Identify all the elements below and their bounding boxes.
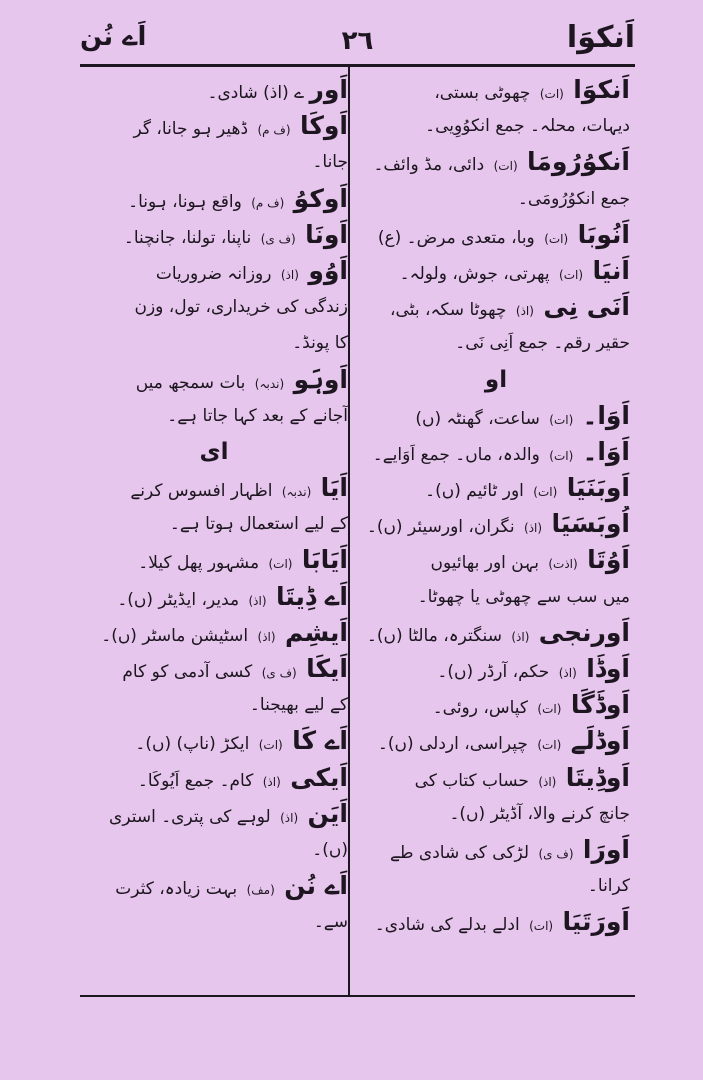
definition-text: نگران، اورسیئر (ں)۔ (366, 517, 515, 538)
definition-text: پھرتی، جوش، ولولہ۔ (399, 263, 550, 284)
headword: اَیَابَا (301, 545, 348, 575)
section-heading: ای (199, 438, 229, 465)
definition-text: اسٹیشن ماسٹر (ں)۔ (101, 625, 249, 646)
entry-continuation (80, 904, 348, 940)
dictionary-entry (362, 470, 630, 506)
grammar-tag: (ات) (258, 738, 283, 753)
grammar-tag: (ات) (529, 919, 554, 934)
definition-text: حکم، آرڈر (ں)۔ (437, 662, 550, 682)
definition-text: لڑکی کی شادی طے (390, 842, 530, 863)
dictionary-entry (80, 542, 348, 578)
headword: اَنکوُرُومَا (527, 147, 630, 177)
definition-text: دیہات، محلہ۔ جمع انکوُوِیی۔ (425, 116, 630, 137)
header-first-word: اَنکوَا (566, 20, 635, 55)
dictionary-entry (362, 723, 630, 759)
definition-text: اظہار افسوس کرنے (130, 481, 273, 502)
definition-text: بات سمجھ میں (135, 372, 246, 393)
grammar-tag: (اذ) (262, 774, 281, 789)
headword: اَوڈِیتَا (565, 762, 630, 792)
definition-text: کے لیے استعمال ہوتا ہے۔ (169, 514, 348, 535)
dictionary-entry (362, 760, 630, 796)
entry-continuation (362, 579, 630, 615)
definition-text: چپراسی، اردلی (ں)۔ (377, 734, 528, 755)
footer-rule (80, 995, 635, 997)
definition-text: ڈھیر ہو جانا، گر (133, 119, 249, 140)
entry-continuation (80, 289, 348, 325)
dictionary-entry (80, 579, 348, 615)
grammar-tag: (اذ) (538, 774, 557, 789)
dictionary-entry (362, 687, 630, 723)
headword: اَوڈَا (586, 654, 630, 683)
grammar-tag: (ندبہ) (254, 376, 285, 391)
grammar-tag: (ات) (559, 267, 584, 282)
grammar-tag: (ف ی) (260, 231, 296, 246)
definition-text: بہت زیادہ، کثرت (115, 879, 238, 900)
dictionary-entry (80, 796, 348, 832)
definition-text: کام۔ جمع اَیُوکَا۔ (137, 770, 254, 791)
headword: اَنُوبَا (577, 219, 630, 249)
dictionary-entry (80, 181, 348, 217)
section-heading: او (484, 366, 508, 393)
entry-continuation (362, 868, 630, 904)
grammar-tag: (ف م) (251, 195, 285, 210)
definition-text: ایکڑ (ناپ) (ں)۔ (135, 734, 250, 755)
dictionary-entry (362, 904, 630, 940)
definition-text: میں سب سے چھوٹی یا چھوٹا۔ (417, 586, 630, 607)
page-header (80, 18, 635, 64)
dictionary-entry (80, 108, 348, 144)
headword: اَور (309, 75, 348, 104)
headword: اَیکی (290, 762, 348, 792)
definition-text: ے (اذ) شادی۔ (207, 83, 305, 103)
entry-continuation (362, 108, 630, 144)
dictionary-entry (362, 289, 630, 325)
definition-text: کرانا۔ (587, 876, 630, 897)
headword: اَوبَنَیَا (566, 473, 630, 503)
definition-text: ناپنا، تولنا، جانچنا۔ (123, 227, 252, 248)
dictionary-entry (80, 868, 348, 904)
headword: اَیَن (307, 798, 348, 828)
definition-text: کے لیے بھیجنا۔ (249, 695, 348, 716)
definition-text: چھوٹی بستی، (434, 83, 531, 103)
definition-text: سنگترہ، مالٹا (ں)۔ (366, 625, 502, 646)
headword: اَیَا (320, 473, 348, 503)
definition-text: جانا۔ (312, 152, 348, 173)
dictionary-entry (80, 615, 348, 651)
definition-text: مدیر، ایڈیٹر (ں)۔ (117, 589, 240, 610)
entry-continuation (80, 398, 348, 434)
grammar-tag: (ات) (544, 231, 569, 246)
definition-text: کپاس، روئی۔ (432, 698, 529, 719)
dictionary-entry (80, 760, 348, 796)
header-rule (80, 64, 635, 67)
headword: اَورَتَیَا (562, 907, 630, 937)
grammar-tag: (ات) (549, 448, 574, 463)
definition-text: سے۔ (313, 912, 348, 933)
entry-continuation (80, 325, 348, 361)
grammar-tag: (ات) (537, 738, 562, 753)
column-divider (348, 67, 350, 995)
dictionary-entry (80, 723, 348, 759)
headword: اَوُتَا (587, 545, 630, 575)
dictionary-entry (362, 398, 630, 434)
grammar-tag: (اذت) (548, 557, 578, 572)
definition-text: روزانہ ضروریات (155, 263, 272, 284)
definition-text: ادلے بدلے کی شادی۔ (374, 915, 520, 936)
definition-text: وبا، متعدی مرض۔ (ع) (377, 227, 535, 248)
dictionary-entry (362, 832, 630, 868)
headword: اَوَا۔ (582, 400, 630, 430)
headword: اَوکوُ (293, 183, 348, 213)
definition-text: لوہے کی پتری۔ استری (109, 806, 271, 827)
definition-text: جانچ کرنے والا، آڈیٹر (ں)۔ (449, 803, 630, 824)
dictionary-entry (362, 144, 630, 180)
grammar-tag: (ف م) (257, 123, 291, 138)
definition-text: کا پونڈ۔ (292, 333, 348, 354)
entry-continuation (362, 181, 630, 217)
dictionary-entry (80, 362, 348, 398)
dictionary-entry (80, 253, 348, 289)
headword: اَوہَو (293, 364, 348, 394)
grammar-tag: (اذ) (257, 629, 276, 644)
headword: اَنَی نِی (543, 292, 630, 322)
entry-continuation (362, 796, 630, 832)
headword: اَوکَا (299, 111, 348, 141)
definition-text: واقع ہونا، ہونا۔ (128, 191, 242, 212)
definition-text: آجانے کے بعد کہا جاتا ہے۔ (167, 405, 348, 426)
dictionary-entry (80, 72, 348, 108)
definition-text: زندگی کی خریداری، تول، وزن (134, 297, 348, 318)
headword: اَوَا۔ (582, 436, 630, 466)
definition-text: مشہور پھل کیلا۔ (138, 553, 260, 574)
page-number: ٢٦ (341, 26, 374, 56)
definition-text: جمع انکوُرُومَی۔ (517, 188, 630, 209)
entry-continuation (80, 687, 348, 723)
definition-text: (ں)۔ (312, 839, 348, 860)
entry-continuation (80, 144, 348, 180)
grammar-tag: (ات) (549, 412, 574, 427)
right-column (362, 72, 630, 941)
definition-text: اور ٹائیم (ں)۔ (425, 481, 524, 502)
definition-text: دائی، مڈ وائف۔ (373, 155, 485, 176)
definition-text: ساعت، گھنٹہ (ں) (415, 408, 540, 429)
definition-text: کسی آدمی کو کام (122, 662, 253, 682)
grammar-tag: (اذ) (515, 304, 534, 319)
headword: اَنیَا (592, 255, 630, 285)
definition-text: چھوٹا سکہ، بٹی، (390, 300, 507, 321)
dictionary-entry (362, 72, 630, 108)
dictionary-entry (80, 651, 348, 687)
grammar-tag: (ات) (268, 557, 293, 572)
headword: اَونَا (305, 219, 348, 249)
grammar-tag: (ف ی) (538, 846, 574, 861)
headword: اَے نُن (284, 871, 348, 901)
headword: اَورَا (582, 834, 630, 864)
entry-continuation (362, 325, 630, 361)
grammar-tag: (ات) (493, 159, 518, 174)
header-last-word: اَے نُن (80, 22, 147, 52)
headword: اَوُو (308, 255, 348, 285)
entry-continuation (80, 506, 348, 542)
dictionary-entry (362, 615, 630, 651)
grammar-tag: (ندبہ) (281, 485, 312, 500)
dictionary-entry (80, 217, 348, 253)
grammar-tag: (مف) (246, 883, 275, 898)
grammar-tag: (ف ی) (261, 666, 297, 680)
grammar-tag: (اذ) (280, 267, 299, 282)
grammar-tag: (اذ) (524, 521, 543, 536)
definition-text: حقیر رقم۔ جمع اَنِی نَی۔ (455, 333, 630, 354)
headword: اَے ڈِیتَا (275, 581, 348, 611)
dictionary-entry (362, 651, 630, 687)
headword: اَیکَا (306, 654, 348, 683)
grammar-tag: (اذ) (280, 810, 299, 825)
grammar-tag: (ات) (537, 702, 562, 717)
grammar-tag: (اذ) (511, 629, 530, 644)
left-column (80, 72, 348, 941)
grammar-tag: (اذ) (248, 593, 267, 608)
grammar-tag: (ات) (533, 485, 558, 500)
definition-text: والدہ، ماں۔ جمع اَوَایے۔ (372, 444, 540, 465)
headword: اَیشِم (284, 617, 348, 647)
dictionary-entry (362, 253, 630, 289)
entry-continuation (80, 832, 348, 868)
headword: اَورنجی (538, 617, 630, 647)
headword: اَنکوَا (573, 75, 630, 104)
dictionary-entry (80, 470, 348, 506)
headword: اَوڈَگَا (570, 690, 630, 720)
dictionary-entry (362, 434, 630, 470)
headword: اَوڈلَے (570, 726, 630, 756)
definition-text: حساب کتاب کی (414, 770, 529, 791)
dictionary-entry (362, 217, 630, 253)
grammar-tag: (ات) (539, 87, 564, 101)
dictionary-entry (362, 542, 630, 578)
definition-text: بہن اور بھائیوں (430, 553, 539, 574)
headword: اَے کَا (292, 726, 348, 756)
dictionary-entry (362, 506, 630, 542)
grammar-tag: (اذ) (558, 666, 577, 680)
headword: اُوبَسَیَا (551, 509, 630, 539)
